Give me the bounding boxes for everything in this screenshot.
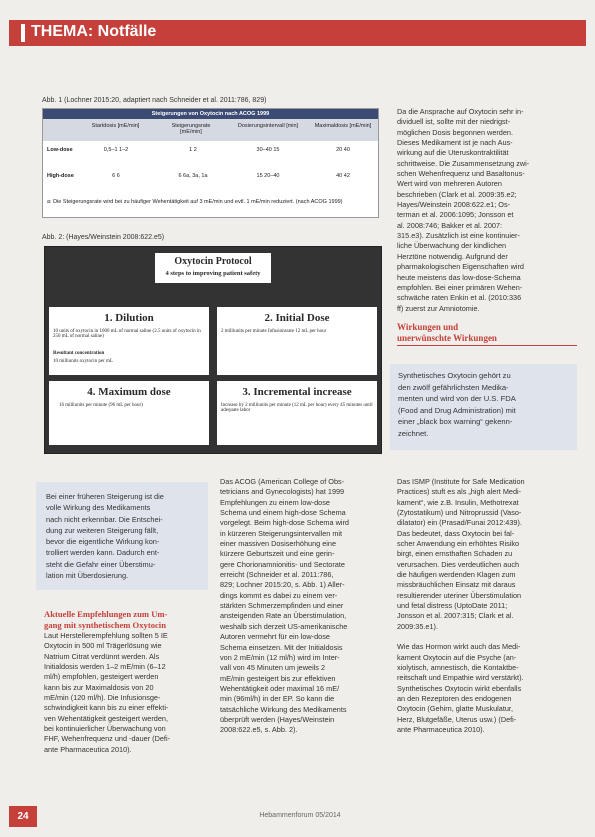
step-dilution: [49, 307, 209, 375]
text-line: lation mit Überdosierung.: [46, 571, 129, 581]
step-text: 10 units of oxytocin in 1000 mL of normal saline (2.5 units of oxytocin in 250 mL of normal saline): [53, 329, 201, 339]
step-incremental-increase: [217, 381, 377, 445]
text-line: schrittweise. Die Zusammensetzung zwi-: [397, 158, 530, 168]
text-line: den zwölf gefährlichsten Medika-: [398, 382, 509, 392]
text-line: Jonsson et al. 2007:315; Clark et al.: [397, 611, 514, 621]
text-line: ante Pharmaceutica 2010).: [44, 744, 132, 754]
text-line: Dieses Medikament ist je nach Aus-: [397, 138, 513, 148]
step-text: 16 milliunits per minute (96 mL per hour): [59, 403, 143, 408]
text-line: resultierender uteriner Überstimulation: [397, 590, 522, 600]
heading-line: gang mit synthetischem Oxytocin: [44, 619, 166, 630]
text-line: dung zur weiteren Steigerung fällt,: [46, 525, 159, 535]
heading-underline: [397, 345, 577, 346]
heading-line: unerwünschte Wirkungen: [397, 333, 497, 343]
heading-line: Wirkungen und: [397, 322, 459, 332]
header-accent-bar: [21, 24, 25, 42]
dosage-table: [42, 108, 379, 218]
text-line: empfohlen. Bei einer primären Wehen-: [397, 282, 523, 292]
text-line: kann bis zur Maximaldosis von 20: [44, 682, 154, 692]
step-maximum-dose: [49, 381, 209, 445]
text-line: xiolytisch, amnestisch, die Kontaktbe-: [397, 662, 519, 672]
text-line: liche Überwachung der kindlichen: [397, 241, 507, 251]
figure1-caption: Abb. 1 (Lochner 2015:20, adaptiert nach Schneider et al. 2011:786, 829): [42, 97, 267, 104]
text-line: Schema einsetzen. Mit der Initialdosis: [220, 642, 343, 652]
text-line: gere Chorionamnionitis- und Sectorate: [220, 559, 345, 569]
text-line: missbräuchlichen Einsatz mit daraus: [397, 580, 516, 590]
text-line: überprüft werden (Hayes/Weinstein: [220, 714, 335, 724]
text-line: min (96ml/h) in der EP. So kann die: [220, 694, 335, 704]
text-line: zeichnet.: [398, 428, 429, 438]
text-line: mE/min (120 ml/h). Die Infusionsge-: [44, 693, 161, 703]
row-label-low: Low-dose: [47, 147, 73, 153]
protocol-subtitle: 4 steps to improving patient safety: [165, 270, 261, 277]
text-line: volle Wirkung des Medikaments: [46, 503, 151, 513]
text-line: [397, 632, 577, 642]
text-line: Das ISMP (Institute for Safe Medication: [397, 477, 525, 486]
text-line: bei kontinuierlicher Überwachung von: [44, 724, 166, 734]
text-line: Autoren vermehrt für ein low-dose: [220, 632, 330, 642]
text-line: Synthetisches Oxytocin wirkt ebenfalls: [397, 683, 522, 693]
page-number: 24: [9, 806, 37, 827]
text-line: und fetal distress (UptoDate 2011;: [397, 601, 508, 611]
text-line: terman et al. 2006:1095; Jonsson et: [397, 210, 514, 220]
text-line: erreicht (Schneider et al. 2011:786,: [220, 570, 334, 580]
text-line: Practices) stuft es als „high alert Medi-: [397, 487, 522, 497]
step-text: Increase by 2 milliunits per minute (12 mL per hour) every 45 minutes until adequate labor: [221, 403, 373, 413]
section-heading-effects: [397, 322, 577, 344]
text-line: (Food and Drug Administration) mit: [398, 405, 516, 415]
step-heading: 4. Maximum dose: [87, 386, 171, 398]
cell: 30–40 15: [256, 147, 280, 153]
text-line: Herz, Blutgefäße, Uterus usw.) (Defi-: [397, 714, 517, 724]
text-line: möglichen Dosis begonnen werden.: [397, 127, 514, 137]
text-line: beschrieben (Clark et al. 2009:35.e2;: [397, 189, 517, 199]
text-line: Bei einer früheren Steigerung ist die: [46, 492, 164, 501]
section-title: THEMA: Notfälle: [31, 23, 157, 40]
text-line: birgt, einen ernsthaften Schaden zu: [397, 549, 513, 559]
text-line: pharmakologischen Eigenschaften wird: [397, 262, 524, 272]
step-heading: 3. Incremental increase: [242, 386, 352, 398]
text-line: mE/min gesteigert bis zur effektiven: [220, 673, 336, 683]
step-result: 10 milliunits oxytocin per mL: [53, 359, 113, 364]
text-line: ff) zuerst zur Amniotomie.: [397, 303, 480, 313]
col-header-rate: Steigerungsrate [mE/min]: [171, 123, 211, 135]
text-line: 2009:35.e1).: [397, 621, 438, 631]
text-line: weshalb sich derzeit US-amerikanische: [220, 621, 348, 631]
text-line: von 2 mE/min (12 ml/h) wird im Inter-: [220, 652, 340, 662]
text-line: Laut Herstellerempfehlung sollten 5 IE: [44, 631, 168, 640]
text-line: ante Pharmaceutica 2010).: [397, 724, 485, 734]
text-line: ven Wehentätigkeit gesteigert werden,: [44, 713, 168, 723]
text-line: die häufigen werdenden Klagen zum: [397, 570, 516, 580]
step-initial-dose: [217, 307, 377, 375]
text-column-left: [44, 631, 214, 755]
cell: 1 2: [189, 147, 197, 153]
text-line: Das bedeutet, dass Oxytocin bei fal-: [397, 528, 515, 538]
text-line: Natrium Citrat verdünnt werden. Als: [44, 651, 160, 661]
step-heading: 1. Dilution: [104, 312, 154, 324]
col-header-max: Maximaldosis [mE/min]: [314, 123, 372, 129]
text-line: Das ACOG (American College of Obs-: [220, 477, 345, 486]
text-line: reitschaft und Empathie wird verstärkt).: [397, 673, 524, 683]
step-heading: 2. Initial Dose: [264, 312, 330, 324]
text-line: Initialdosis werden 1–2 mE/min (6–12: [44, 662, 166, 672]
text-line: Oxytocin (Gehirn, glatte Muskulatur,: [397, 704, 513, 714]
text-line: Empfehlungen zu einem low-dose: [220, 497, 330, 507]
step-text: 2 milliunits per minute Infusionsrate 12 mL per hour: [221, 329, 327, 334]
text-column-middle: [220, 477, 388, 736]
row-label-high: High-dose: [47, 173, 74, 179]
text-column-right-bottom: [397, 477, 577, 735]
cell: 20 40: [336, 147, 350, 153]
text-line: Wehentätigkeit oder maximal 16 mE/: [220, 683, 340, 693]
text-column-right-top: [397, 107, 577, 314]
highlight-box-overstimulation: [36, 482, 208, 590]
text-line: wirkung auf die Uteruskontraktilität: [397, 148, 509, 158]
col-header-start: Startdosis [mE/min]: [91, 123, 140, 129]
text-line: Wie das Hormon wirkt auch das Medi-: [397, 642, 521, 652]
text-line: Herztöne notwendig. Aufgrund der: [397, 251, 508, 261]
section-header: [9, 20, 586, 46]
text-line: schwäche raten Enkin et al. (2010:336: [397, 293, 522, 303]
text-line: kament Oxytocin auf die Psyche (an-: [397, 652, 517, 662]
text-line: tetricians and Gynecologists) hat 1999: [220, 487, 345, 497]
text-line: Hayes/Weinstein 2008:622.e1; Os-: [397, 200, 511, 210]
text-line: einer massiven Dosiserhöhung eine: [220, 539, 337, 549]
text-line: nach nicht erkennbar. Die Entschei-: [46, 514, 163, 524]
col-header-interval: Dosierungsintervall [min]: [237, 123, 299, 129]
text-line: Synthetisches Oxytocin gehört zu: [398, 371, 511, 380]
text-line: stärkten Schmerzempfinden und einer: [220, 601, 344, 611]
text-line: 829; Lochner 2015:20, s. Abb. 1) Aller-: [220, 580, 345, 590]
highlight-text: [46, 491, 204, 581]
text-line: in kürzeren Steigerungsintervallen mit: [220, 528, 343, 538]
cell: 15 20–40: [256, 173, 280, 179]
text-line: dilatator) ein (Prasad/Funai 2012:439).: [397, 518, 522, 528]
text-line: schen Wehenfrequenz und Basaltonus-: [397, 169, 525, 179]
step-result-label: Resultant concentration: [53, 351, 105, 356]
text-line: scher Anwendung ein erhöhtes Risiko: [397, 539, 520, 549]
cell: 40 42: [336, 173, 350, 179]
text-line: Oxytocin in 500 ml Trägerlösung wie: [44, 641, 162, 651]
text-line: dividuell ist, sollte mit der niedrigst-: [397, 117, 511, 127]
text-line: steht die Gefahr einer Überstimu-: [46, 559, 156, 569]
table-footnote: a: Die Steigerungsrate wird bei zu häufiger Wehentätigkeit auf 3 mE/min und evtl. 1 mE/min reduziert. (nach ACOG 1999): [47, 199, 343, 205]
highlight-text: [398, 370, 570, 439]
text-line: vorgelegt. Beim high-dose Schema wird: [220, 518, 349, 528]
text-line: kament“, wie z.B. Insulin, Methotrexat: [397, 497, 519, 507]
section-heading-recommendations: [44, 609, 214, 630]
text-line: bevor die eigentliche Wirkung kon-: [46, 537, 160, 547]
text-line: Da die Ansprache auf Oxytocin sehr in-: [397, 107, 524, 116]
oxytocin-protocol-figure: [44, 246, 382, 454]
protocol-title-box: [155, 253, 271, 283]
text-line: menten und wird von der U.S. FDA: [398, 394, 516, 403]
cell: 0,5–1 1–2: [103, 147, 129, 153]
dosage-table-header-row: [43, 119, 378, 141]
text-line: an den Rezeptoren des endogenen: [397, 693, 512, 703]
dosage-table-title: Steigerungen von Oxytocin nach ACOG 1999: [43, 109, 378, 119]
text-line: trolliert werden kann. Dadurch ent-: [46, 548, 160, 558]
cell: 6 6: [112, 173, 120, 179]
text-line: al. 2008:746; Bakker et al. 2007:: [397, 220, 503, 230]
text-line: ml/h) empfohlen, gesteigert werden: [44, 672, 159, 682]
text-line: vall von 45 Minuten um jeweils 2: [220, 663, 326, 673]
text-line: heute meistens das low-dose-Schema: [397, 272, 521, 282]
text-line: 2008:622.e5, s. Abb. 2).: [220, 725, 298, 735]
text-line: einer „black box warning“ gekenn-: [398, 417, 513, 426]
heading-line: Aktuelle Empfehlungen zum Um-: [44, 609, 168, 619]
text-line: schwindigkeit kann bis zu einer effekti-: [44, 703, 169, 713]
text-line: verursachen. Dies verdeutlichen auch: [397, 559, 520, 569]
text-line: FHF, Wehenfrequenz und -dauer (Defi-: [44, 734, 170, 744]
text-line: dings kommt es dabei zu einem ver-: [220, 590, 338, 600]
text-line: Wert wird von mehreren Autoren: [397, 179, 502, 189]
text-line: (Zytostatikum) und Nitroprussid (Vaso-: [397, 508, 522, 518]
journal-footer: Hebammenforum 05/2014: [259, 812, 341, 819]
text-line: ansteigenden Rate an Überstimulation,: [220, 611, 347, 621]
text-line: Schema und einem high-dose Schema: [220, 508, 346, 518]
protocol-title: Oxytocin Protocol: [174, 256, 252, 267]
cell: 6 6a, 3a, 1a: [178, 173, 208, 179]
text-line: tatsächliche Wirkung des Medikaments: [220, 704, 347, 714]
text-line: 315.e3). Zusätzlich ist eine kontinuier-: [397, 231, 520, 241]
text-line: kürzere Geburtszeit und eine gerin-: [220, 549, 335, 559]
highlight-box-black-box-warning: [390, 364, 577, 450]
figure2-caption: Abb. 2: (Hayes/Weinstein 2008:622.e5): [42, 234, 165, 241]
